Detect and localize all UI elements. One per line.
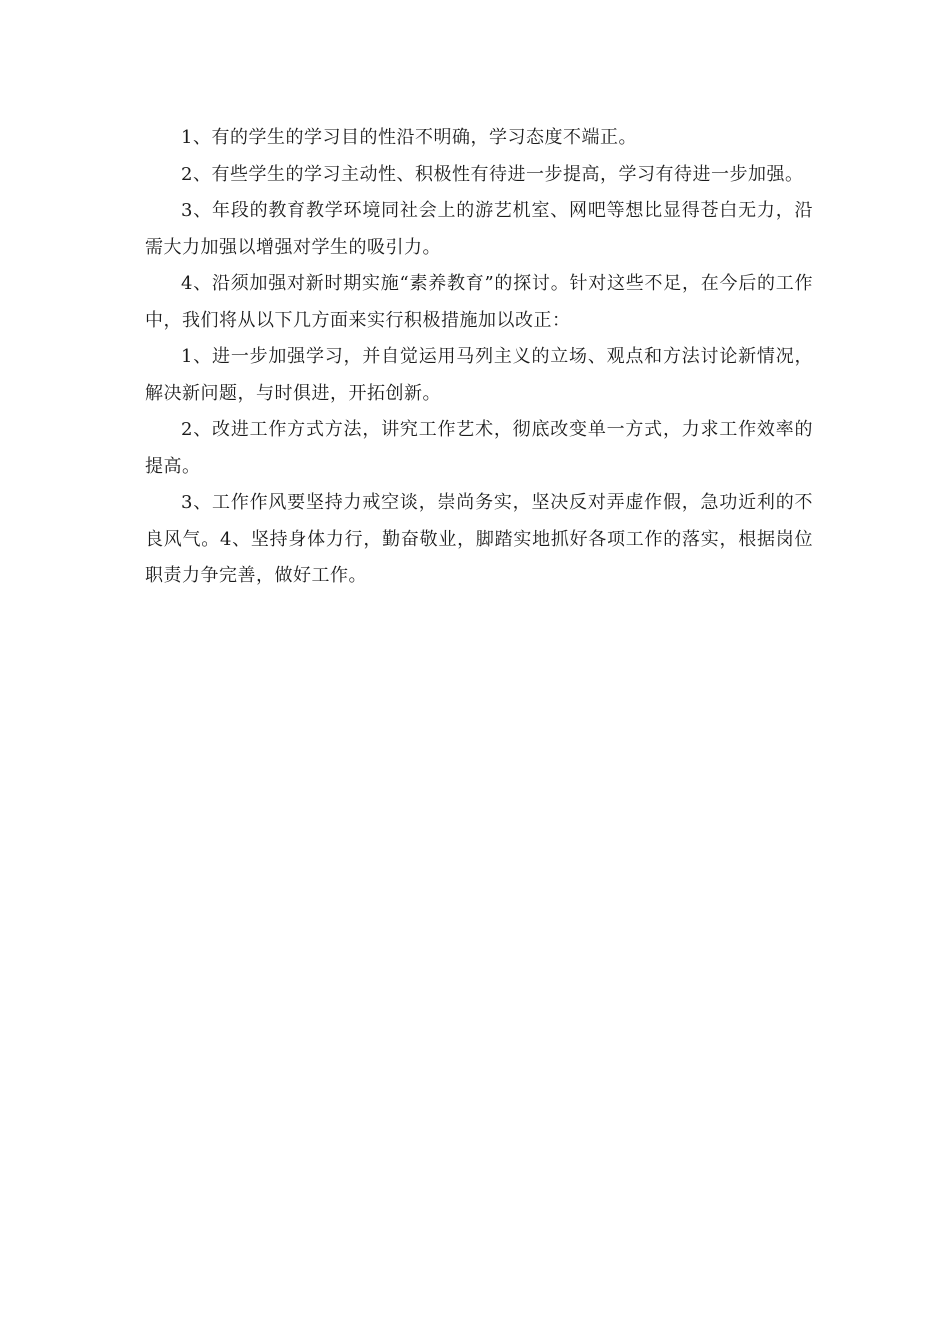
paragraph-measure-1: 1、进一步加强学习，并自觉运用马列主义的立场、观点和方法讨论新情况，解决新问题，与时俱进，开拓创新。 bbox=[145, 346, 813, 404]
document-body bbox=[145, 120, 813, 595]
paragraph-problem-2: 2、有些学生的学习主动性、积极性有待进一步提高，学习有待进一步加强。 bbox=[181, 163, 804, 185]
paragraph-problem-1: 1、有的学生的学习目的性沿不明确，学习态度不端正。 bbox=[181, 127, 637, 148]
paragraph-problem-3: 3、年段的教育教学环境同社会上的游艺机室、网吧等想比显得苍白无力，沿需大力加强以增强对学生的吸引力。 bbox=[145, 200, 813, 258]
paragraph-measure-2: 2、改进工作方式方法，讲究工作艺术，彻底改变单一方式，力求工作效率的提高。 bbox=[145, 419, 813, 477]
paragraph-problem-4: 4、沿须加强对新时期实施“素养教育”的探讨。针对这些不足，在今后的工作中，我们将从以下几方面来实行积极措施加以改正： bbox=[145, 273, 813, 331]
paragraph-measure-3: 3、工作作风要坚持力戒空谈，崇尚务实，坚决反对弄虚作假，急功近利的不良风气。4、坚持身体力行，勤奋敬业，脚踏实地抓好各项工作的落实，根据岗位职责力争完善，做好工作。 bbox=[145, 492, 813, 586]
